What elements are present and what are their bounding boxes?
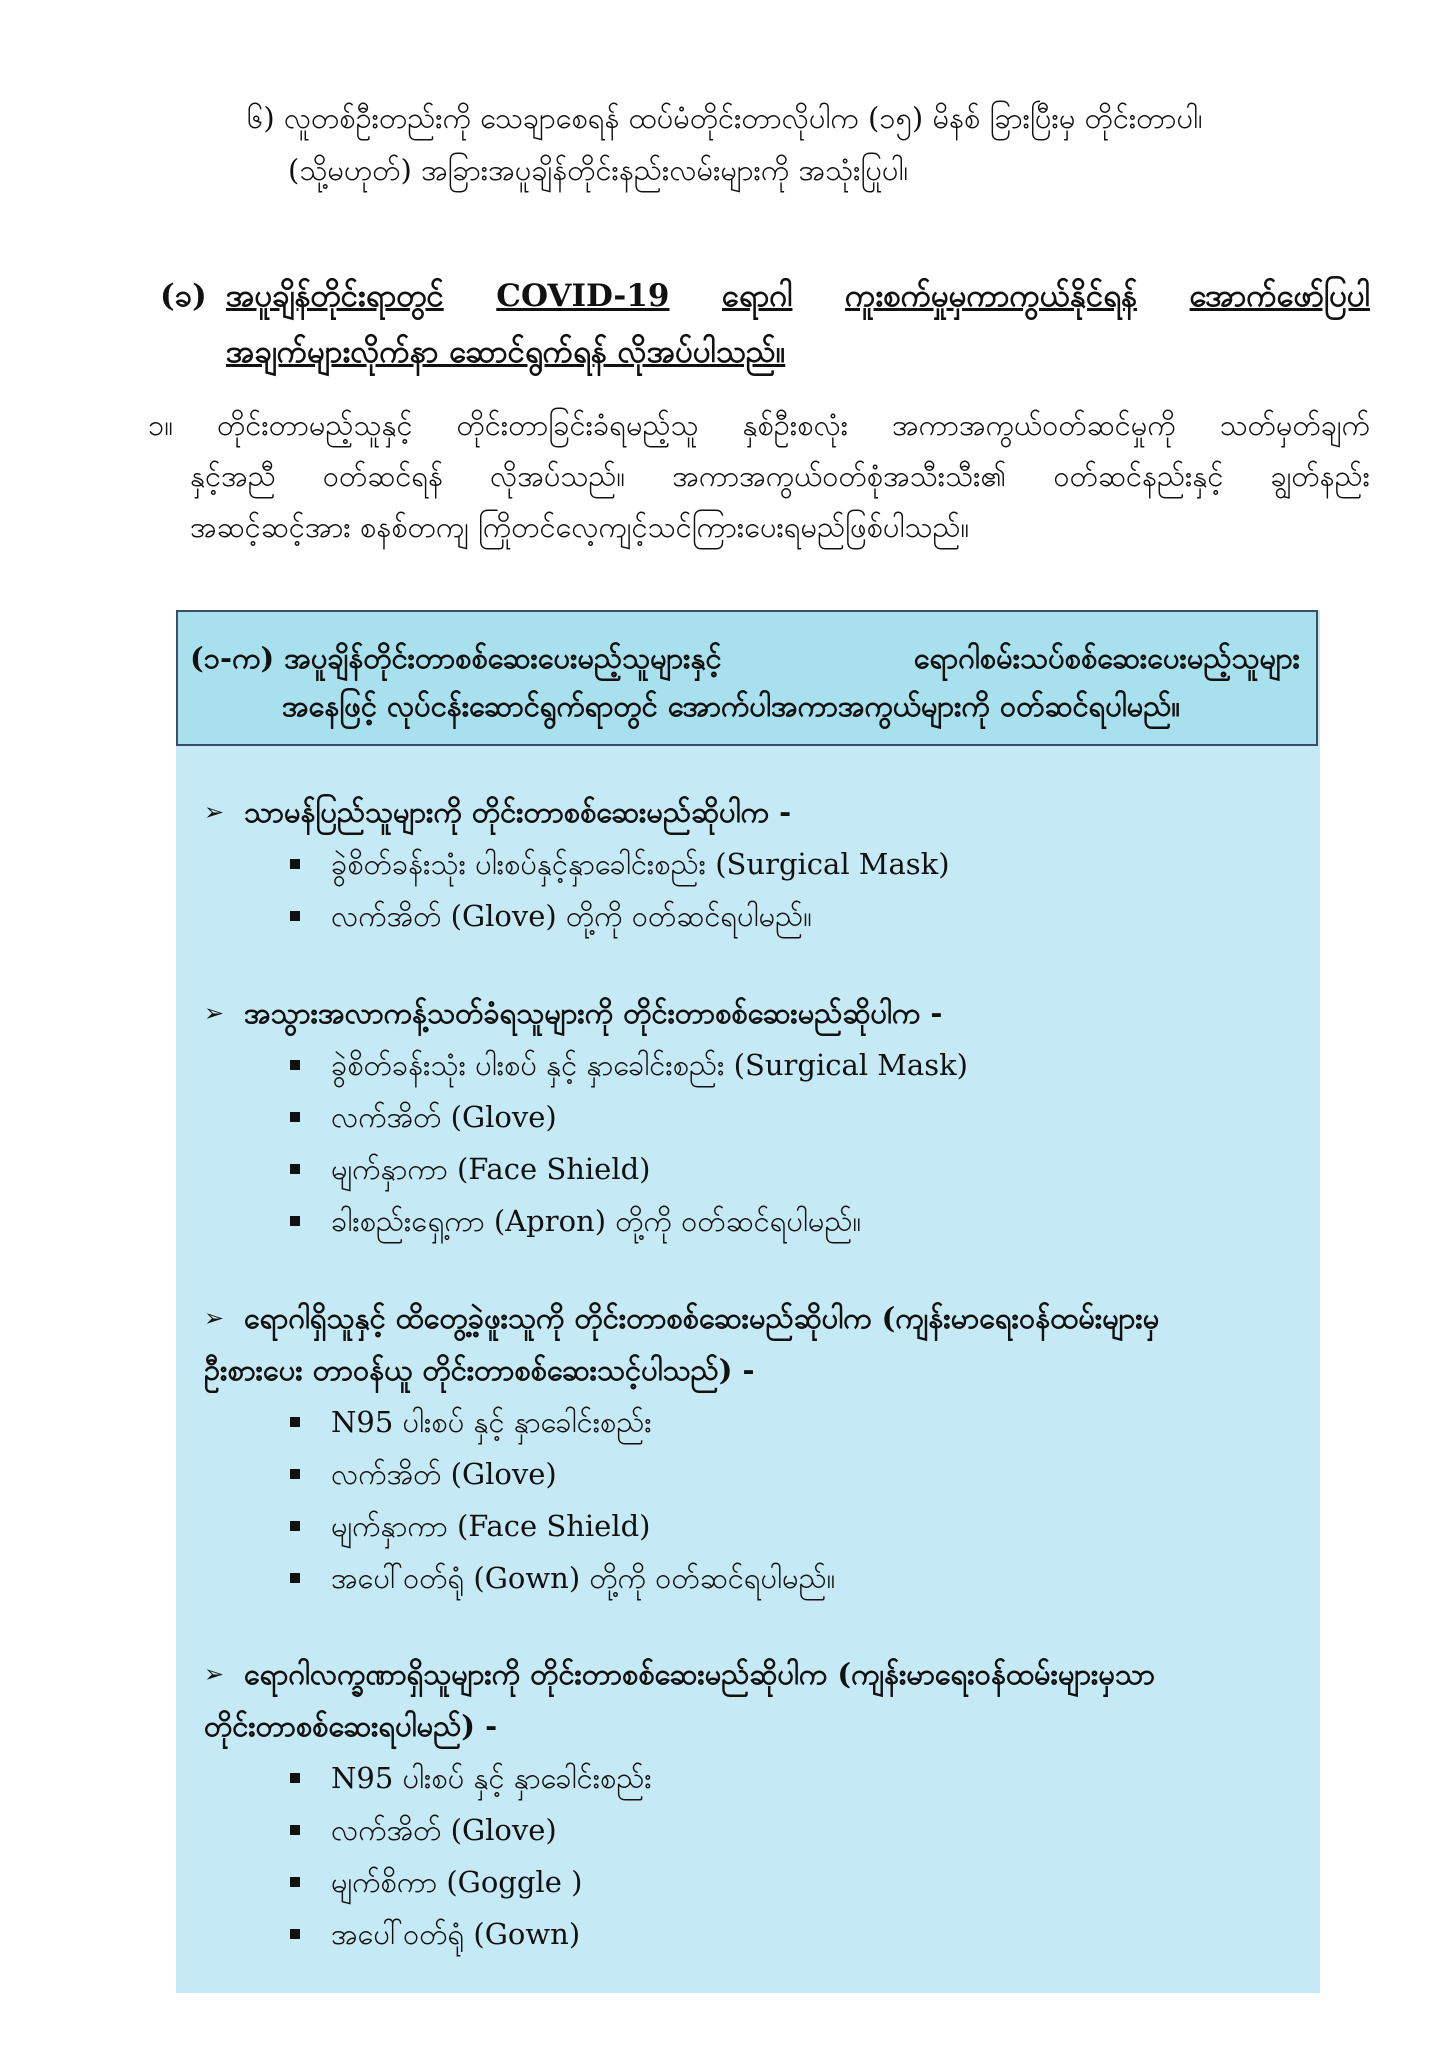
square-bullet-icon (290, 1469, 300, 1479)
list-item-text: အပေါ်ဝတ်ရုံ (Gown) (331, 1917, 581, 1951)
list-item-text: N95 ပါးစပ် နှင့် နှာခေါင်းစည်း (331, 1405, 652, 1439)
square-bullet-icon (290, 1929, 300, 1939)
list-item (204, 838, 1304, 890)
heading-word: အပူချိန်တိုင်းရာတွင် (226, 278, 444, 314)
group-heading-text: ရောဂါရှိသူနှင့် ထိတွေ့ခဲ့ဖူးသူကို တိုင်းတာစစ်ဆေးမည်ဆိုပါက (ကျန်းမာရေးဝန်ထမ်းများမှ (244, 1301, 1160, 1335)
arrow-bullet-icon: ➢ (204, 1304, 225, 1332)
list-item-text: လက်အိတ် (Glove) (331, 1100, 557, 1134)
list-item-text: N95 ပါးစပ် နှင့် နှာခေါင်းစည်း (331, 1761, 652, 1795)
list-item (204, 1908, 1304, 1960)
arrow-bullet-icon: ➢ (204, 999, 225, 1027)
square-bullet-icon (290, 859, 300, 869)
ppe-box-title-line-2: အနေဖြင့် လုပ်ငန်းဆောင်ရွက်ရာတွင် အောက်ပါအကာအကွယ်များကို ဝတ်ဆင်ရပါမည်။ (282, 689, 1181, 723)
section-number: (ခ) (160, 278, 207, 314)
heading-word: အောက်ဖော်ပြပါ (1189, 278, 1370, 314)
list-item (204, 1143, 1304, 1195)
paragraph-6 (247, 92, 1367, 196)
list-item-text: လက်အိတ် (Glove) (331, 1813, 557, 1847)
ppe-group-general-public (204, 786, 1304, 942)
list-item-text: မျက်နှာကာ (Face Shield) (331, 1509, 651, 1543)
square-bullet-icon (290, 1825, 300, 1835)
square-bullet-icon (290, 1417, 300, 1427)
square-bullet-icon (290, 911, 300, 921)
list-item-text: မျက်နှာကာ (Face Shield) (331, 1152, 651, 1186)
arrow-bullet-icon: ➢ (204, 1660, 225, 1688)
square-bullet-icon (290, 1112, 300, 1122)
ppe-group-contacts (204, 1292, 1304, 1604)
paragraph-1 (148, 400, 1370, 553)
group-heading-text: အသွားအလာကန့်သတ်ခံရသူများကို တိုင်းတာစစ်ဆေးမည်ဆိုပါက - (244, 996, 943, 1030)
list-item-text: လက်အိတ် (Glove) တို့ကို ဝတ်ဆင်ရပါမည်။ (331, 899, 812, 933)
section-heading-line-1 (226, 270, 1370, 322)
square-bullet-icon (290, 1060, 300, 1070)
list-item-text: ခွဲစိတ်ခန်းသုံး ပါးစပ် နှင့် နှာခေါင်းစည်း (Surgical Mask) (331, 1048, 968, 1082)
list-item (204, 1448, 1304, 1500)
group-heading-text-continued: ဦးစားပေး တာဝန်ယူ တိုင်းတာစစ်ဆေးသင့်ပါသည်) - (204, 1353, 755, 1387)
list-item (204, 1500, 1304, 1552)
square-bullet-icon (290, 1521, 300, 1531)
arrow-bullet-icon: ➢ (204, 798, 225, 826)
list-item (204, 890, 1304, 942)
heading-word: ရောဂါ (722, 278, 793, 314)
group-heading (204, 1648, 1304, 1752)
ppe-box-header (176, 610, 1318, 746)
heading-word: ကူးစက်မှုမှကာကွယ်နိုင်ရန် (845, 278, 1138, 314)
group-heading-text: သာမန်ပြည်သူများကို တိုင်းတာစစ်ဆေးမည်ဆိုပါက - (244, 795, 792, 829)
ppe-box-title-part-1: (၁-က) အပူချိန်တိုင်းတာစစ်ဆေးပေးမည့်သူများနှင့် (190, 641, 722, 675)
group-heading-text-continued: တိုင်းတာစစ်ဆေးရပါမည်) - (204, 1709, 498, 1743)
square-bullet-icon (290, 1216, 300, 1226)
ppe-item-list (204, 1752, 1304, 1960)
list-item-text: လက်အိတ် (Glove) (331, 1457, 557, 1491)
section-heading-line-2: အချက်များလိုက်နာ ဆောင်ရွက်ရန် လိုအပ်ပါသည်။ (226, 334, 786, 370)
ppe-group-restricted-movement (204, 987, 1304, 1247)
list-item-text: မျက်စိကာ (Goggle ) (331, 1865, 583, 1899)
paragraph-1-line-3: အဆင့်ဆင့်အား စနစ်တကျ ကြိုတင်လေ့ကျင့်သင်ကြားပေးရမည်ဖြစ်ပါသည်။ (190, 510, 970, 544)
square-bullet-icon (290, 1573, 300, 1583)
list-item (204, 1091, 1304, 1143)
list-item (204, 1752, 1304, 1804)
list-item (204, 1552, 1304, 1604)
list-item-text: ခါးစည်းရှေ့ကာ (Apron) တို့ကို ဝတ်ဆင်ရပါမည်။ (331, 1204, 862, 1238)
list-item (204, 1195, 1304, 1247)
ppe-group-symptomatic (204, 1648, 1304, 1960)
list-item (204, 1039, 1304, 1091)
square-bullet-icon (290, 1773, 300, 1783)
list-item-text: အပေါ်ဝတ်ရုံ (Gown) တို့ကို ဝတ်ဆင်ရပါမည်။ (331, 1561, 836, 1595)
square-bullet-icon (290, 1877, 300, 1887)
ppe-box-title-line-1 (190, 636, 1300, 680)
group-heading-text: ရောဂါလက္ခဏာရှိသူများကို တိုင်းတာစစ်ဆေးမည်ဆိုပါက (ကျန်းမာရေးဝန်ထမ်းများမှသာ (244, 1657, 1155, 1691)
list-item (204, 1856, 1304, 1908)
ppe-item-list (204, 1039, 1304, 1247)
group-heading (204, 786, 1304, 838)
group-heading (204, 1292, 1304, 1396)
paragraph-6-line-1: ၆) လူတစ်ဦးတည်းကို သေချာစေရန် ထပ်မံတိုင်းတာလိုပါက (၁၅) မိနစ် ခြားပြီးမှ တိုင်းတာပါ၊ (247, 101, 1203, 135)
heading-word: COVID-19 (496, 278, 670, 314)
square-bullet-icon (290, 1164, 300, 1174)
paragraph-1-line-2: နှင့်အညီ ဝတ်ဆင်ရန် လိုအပ်သည်။ အကာအကွယ်ဝတ်စုံအသီးသီး၏ ဝတ်ဆင်နည်းနှင့် ချွတ်နည်း (190, 459, 1370, 493)
paragraph-1-line-1: ၁။ တိုင်းတာမည့်သူနှင့် တိုင်းတာခြင်းခံရမည့်သူ နှစ်ဦးစလုံး အကာအကွယ်ဝတ်ဆင်မှုကို သတ်မှတ်ချက် (148, 408, 1370, 442)
group-heading (204, 987, 1304, 1039)
list-item (204, 1804, 1304, 1856)
paragraph-6-line-2: (သို့မဟုတ်) အခြားအပူချိန်တိုင်းနည်းလမ်းများကို အသုံးပြုပါ၊ (288, 153, 909, 187)
ppe-item-list (204, 838, 1304, 942)
list-item (204, 1396, 1304, 1448)
ppe-box-title-part-2: ရောဂါစမ်းသပ်စစ်ဆေးပေးမည့်သူများ (913, 641, 1300, 675)
ppe-item-list (204, 1396, 1304, 1604)
list-item-text: ခွဲစိတ်ခန်းသုံး ပါးစပ်နှင့်နှာခေါင်းစည်း (Surgical Mask) (331, 847, 950, 881)
